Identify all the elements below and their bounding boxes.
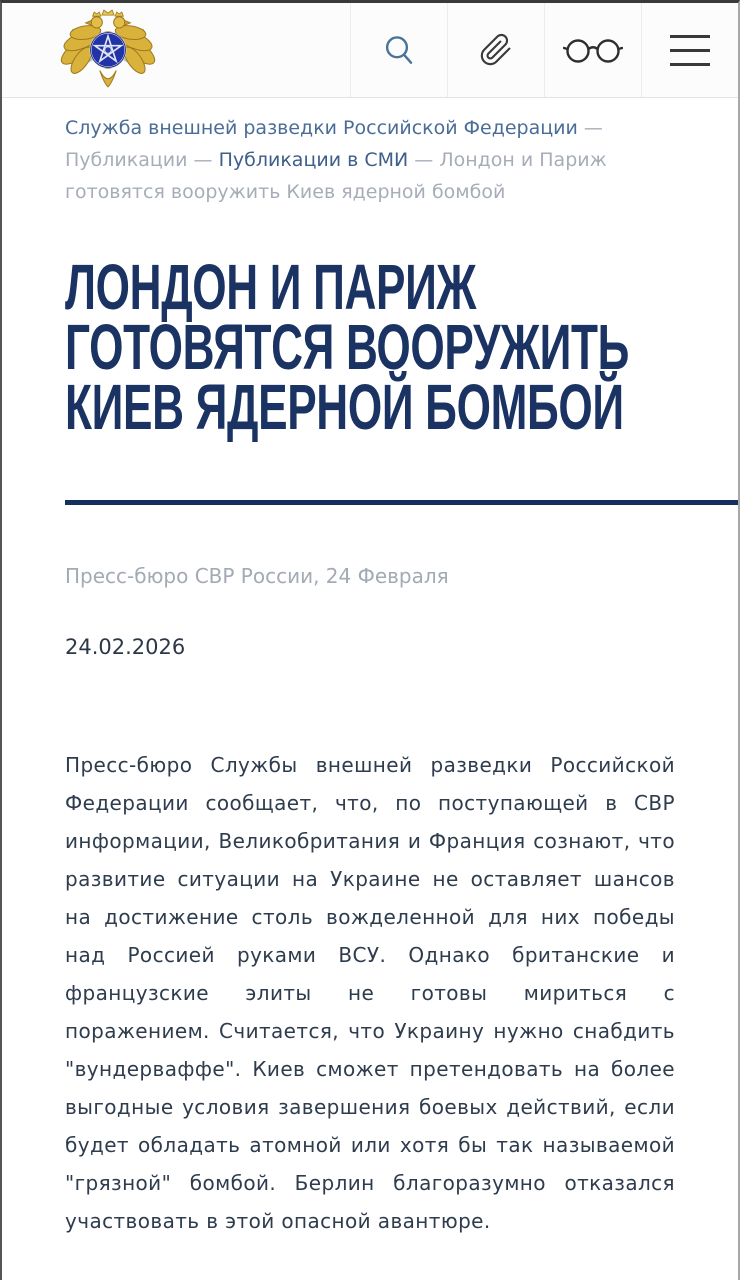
breadcrumb-item-publications: Публикации — [65, 149, 188, 171]
glasses-icon — [563, 35, 623, 65]
svr-emblem-logo — [56, 9, 160, 91]
page-title-line: ГОТОВЯТСЯ ВООРУЖИТЬ — [65, 311, 630, 383]
site-header — [2, 3, 738, 98]
breadcrumb-separator: — — [193, 149, 213, 171]
article-date: 24.02.2026 — [65, 635, 186, 659]
home-logo-link[interactable] — [2, 3, 350, 97]
breadcrumb-separator: — — [414, 149, 434, 171]
breadcrumb-home-link[interactable]: Служба внешней разведки Российской Федерации — [65, 117, 578, 139]
article-body: Пресс-бюро Службы внешней разведки Российской Федерации сообщает, что, по поступающей в СВР информации, Великобритания и Франция сознают, что развитие ситуации на Украине не оставляет шансов на достижение столь вожделенной для них победы над Россией руками ВСУ. Однако британские и французские элиты не готовы мириться с поражением. Считается, что Украину нужно снабдить "вундерваффе". Киев сможет претендовать на более выгодные условия завершения боевых действий, если будет обладать атомной или хотя бы так называемой "грязной" бомбой. Берлин благоразумно отказался участвовать в этой опасной авантюре. — [65, 753, 675, 1233]
page-title — [65, 251, 675, 443]
search-button[interactable] — [350, 3, 447, 97]
breadcrumb-current-page: Лондон и Париж готовятся вооружить Киев ядерной бомбой — [65, 149, 607, 203]
search-icon — [383, 34, 415, 66]
article-page — [2, 112, 738, 1240]
page-title-line: КИЕВ ЯДЕРНОЙ БОМБОЙ — [65, 371, 624, 443]
paperclip-icon — [479, 33, 513, 67]
breadcrumb-separator: — — [583, 117, 603, 139]
attachments-button[interactable] — [447, 3, 544, 97]
menu-icon — [670, 35, 710, 66]
page-title-line: ЛОНДОН И ПАРИЖ — [65, 251, 477, 323]
breadcrumb-media-publications-link[interactable]: Публикации в СМИ — [218, 149, 409, 171]
title-divider — [65, 500, 738, 505]
accessibility-button[interactable] — [544, 3, 641, 97]
article-byline: Пресс-бюро СВР России, 24 Февраля — [65, 564, 449, 588]
menu-button[interactable] — [641, 3, 738, 97]
breadcrumb — [65, 112, 613, 208]
